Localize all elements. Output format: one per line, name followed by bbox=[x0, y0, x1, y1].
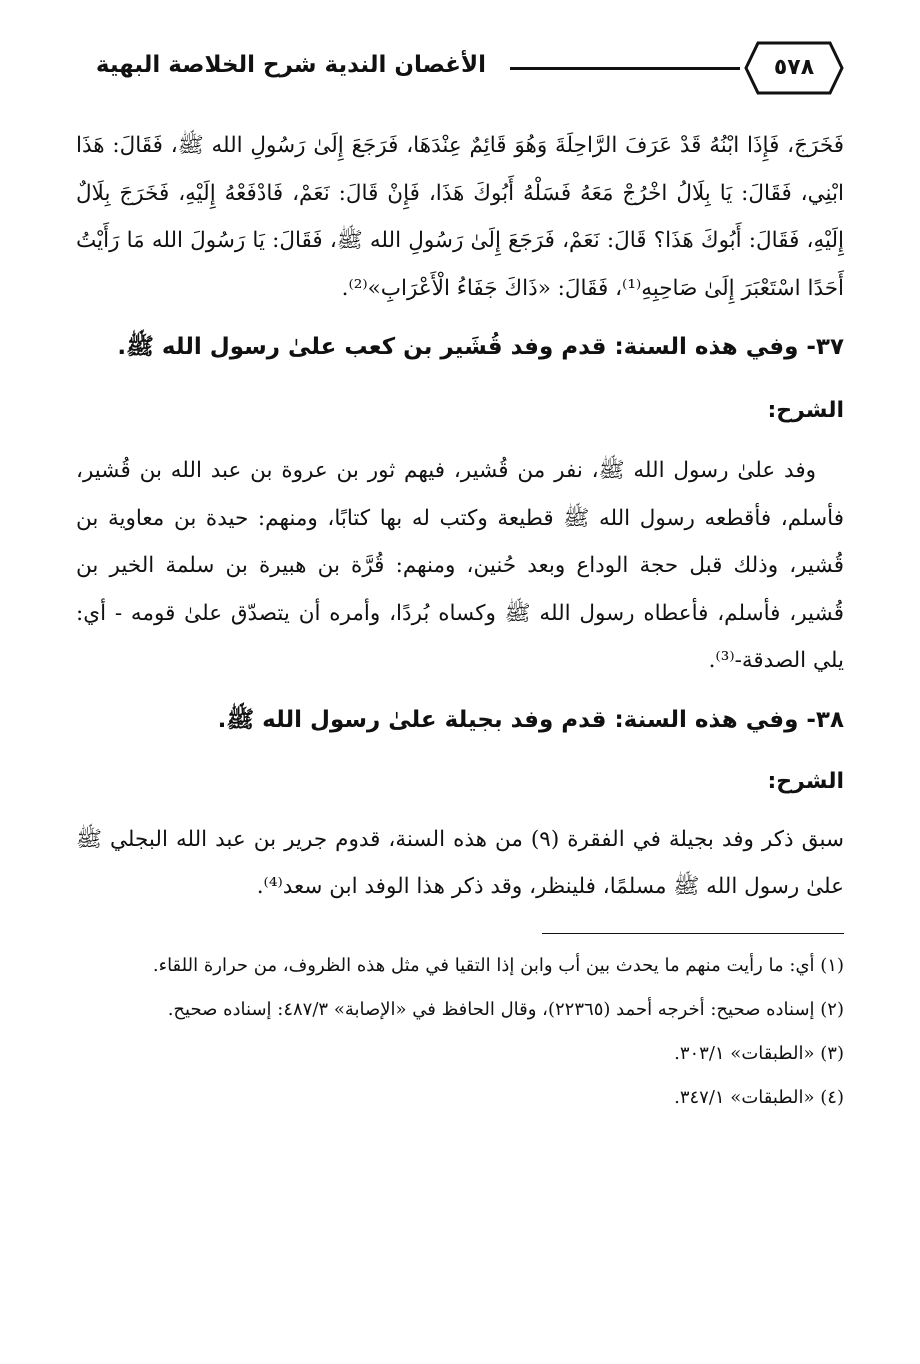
footnote-separator bbox=[542, 933, 844, 935]
footnote-4: (٤) «الطبقات» ٣٤٧/١. bbox=[674, 1087, 844, 1108]
explanation-paragraph-37: وفد علىٰ رسول الله ﷺ، نفر من قُشير، فيهم ثور بن عروة بن عبد الله بن قُشير، فأسلم، فأقطعه رسول الله ﷺ قطيعة وكتب له بها كتابًا، ومنهم: حيدة بن معاوية بن قُشير، وذلك قبل حجة الوداع وبعد حُنين، ومنهم: قُرَّة بن هبيرة بن سلمة الخير بن قُشير، فأسلم، فأعطاه رسول الله ﷺ وكساه بُردًا، وأمره أن يتصدّق علىٰ قومه - أي: يلي الصدقة-⁽³⁾. bbox=[76, 458, 844, 673]
footnote-1: (١) أي: ما رأيت منهم ما يحدث بين أب وابن إذا التقيا في مثل هذه الظروف، من حرارة اللقاء. bbox=[152, 955, 844, 976]
section-heading-38: ٣٨- وفي هذه السنة: قدم وفد بجيلة علىٰ رسول الله ﷺ. bbox=[217, 706, 844, 733]
page-header bbox=[76, 34, 844, 118]
page-number-badge bbox=[744, 40, 844, 96]
explanation-paragraph-38: سبق ذكر وفد بجيلة في الفقرة (٩) من هذه السنة، قدوم جرير بن عبد الله البجلي ﷺ علىٰ رسول الله ﷺ مسلمًا، فلينظر، وقد ذكر هذا الوفد ابن سعد⁽⁴⁾. bbox=[76, 826, 845, 899]
footnotes bbox=[76, 946, 844, 1118]
sharh-label: الشرح: bbox=[767, 768, 844, 794]
sharh-label: الشرح: bbox=[767, 398, 844, 423]
page-number: ٥٧٨ bbox=[773, 55, 815, 80]
footnote-3: (٣) «الطبقات» ٣٠٣/١. bbox=[674, 1043, 844, 1064]
section-heading-37: ٣٧- وفي هذه السنة: قدم وفد قُشَير بن كعب علىٰ رسول الله ﷺ. bbox=[117, 334, 844, 360]
footnote-2: (٢) إسناده صحيح: أخرجه أحمد (٢٢٣٦٥)، وقال الحافظ في «الإصابة» ٤٨٧/٣: إسناده صحيح. bbox=[167, 999, 844, 1020]
opening-paragraph: فَخَرَجَ، فَإِذَا ابْنُهُ قَدْ عَرَفَ الرَّاحِلَةَ وَهُوَ قَائِمٌ عِنْدَهَا، فَرَجَعَ إِلَىٰ رَسُولِ الله ﷺ، فَقَالَ: هَذَا ابْنِي، فَقَالَ: يَا بِلَالُ اخْرُجْ مَعَهُ فَسَلْهُ أَبُوكَ هَذَا، فَإِنْ قَالَ: نَعَمْ، فَادْفَعْهُ إِلَيْهِ، فَخَرَجَ بِلَالٌ إِلَيْهِ، فَقَالَ: أَبُوكَ هَذَا؟ قَالَ: نَعَمْ، فَرَجَعَ إِلَىٰ رَسُولِ الله ﷺ، فَقَالَ: يَا رَسُولَ الله مَا رَأَيْتُ أَحَدًا اسْتَعْبَرَ إِلَىٰ صَاحِبِهِ⁽¹⁾، فَقَالَ: «ذَاكَ جَفَاءُ الْأَعْرَابِ»⁽²⁾. bbox=[76, 133, 844, 301]
running-title: الأغصان الندية شرح الخلاصة البهية bbox=[95, 52, 486, 78]
header-rule bbox=[510, 67, 740, 70]
